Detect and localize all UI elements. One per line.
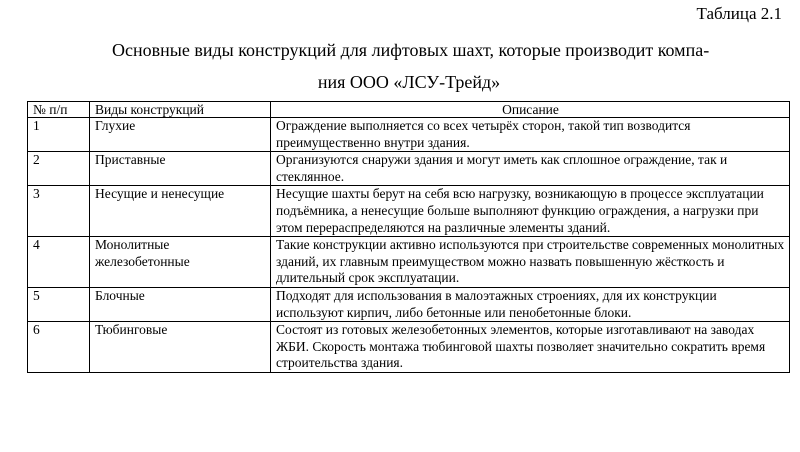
construction-description: Подходят для использования в малоэтажных строениях, для их конструкции используют кирпич, либо бетонные или пенобетонные блоки. [271, 287, 790, 321]
row-number: 6 [28, 322, 90, 373]
table-row [28, 322, 790, 373]
row-number: 2 [28, 152, 90, 186]
table-row [28, 287, 790, 321]
construction-description: Организуются снаружи здания и могут иметь как сплошное ограждение, так и стеклянное. [271, 152, 790, 186]
construction-description: Состоят из готовых железобетонных элементов, которые изготавливают на заводах ЖБИ. Скорость монтажа тюбинговой шахты позволяет значительно сократить время строительства здания. [271, 322, 790, 373]
construction-type: Блочные [90, 287, 271, 321]
table-row [28, 152, 790, 186]
row-number: 5 [28, 287, 90, 321]
construction-type: Монолитные железобетонные [90, 237, 271, 288]
construction-type: Тюбинговые [90, 322, 271, 373]
row-number: 4 [28, 237, 90, 288]
construction-description: Несущие шахты берут на себя всю нагрузку, возникающую в процессе эксплуатации подъёмника, а ненесущие больше выполняют функцию ограждения, а нагрузки при этом перераспределяются на различные элементы зданий. [271, 186, 790, 237]
construction-description: Ограждение выполняется со всех четырёх сторон, такой тип возводится преимущественно внутри здания. [271, 118, 790, 152]
construction-type: Приставные [90, 152, 271, 186]
construction-type: Несущие и ненесущие [90, 186, 271, 237]
row-number: 1 [28, 118, 90, 152]
construction-types-table [27, 101, 790, 373]
header-description: Описание [271, 102, 790, 118]
header-number: № п/п [28, 102, 90, 118]
title-line-2: ния ООО «ЛСУ-Трейд» [317, 72, 501, 92]
title-line-1: Основные виды конструкций для лифтовых шахт, которые производит компа- [112, 40, 710, 60]
construction-description: Такие конструкции активно используются при строительстве современных монолитных зданий, их главным преимуществом можно назвать повышенную жёсткость и длительный срок эксплуатации. [271, 237, 790, 288]
table-row [28, 237, 790, 288]
construction-type: Глухие [90, 118, 271, 152]
header-construction-type: Виды конструкций [90, 102, 271, 118]
document-title [0, 34, 800, 98]
table-row [28, 186, 790, 237]
header-row [28, 102, 790, 118]
row-number: 3 [28, 186, 90, 237]
table-row [28, 118, 790, 152]
table-number: Таблица 2.1 [696, 4, 782, 23]
